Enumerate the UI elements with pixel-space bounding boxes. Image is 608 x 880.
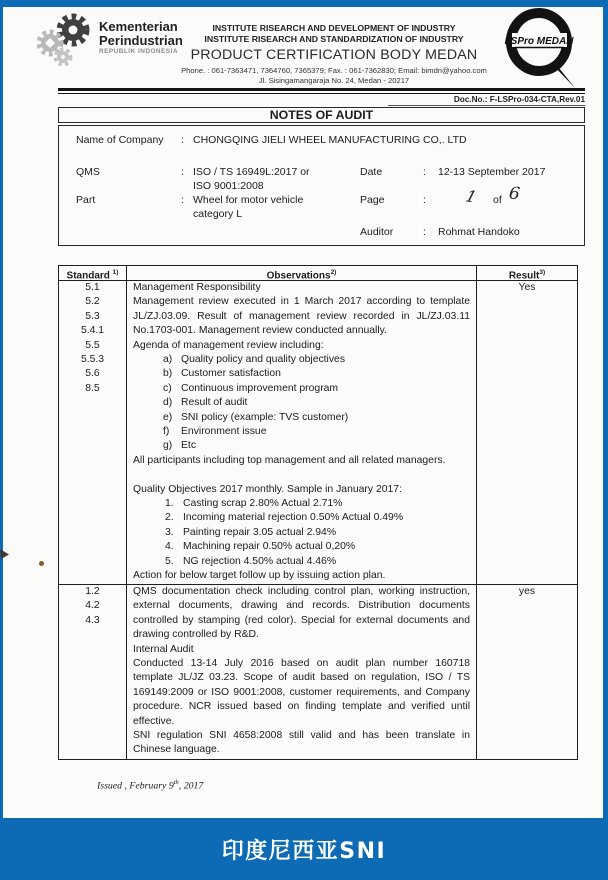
colon: : [423,226,426,238]
certification-body-name: PRODUCT CERTIFICATION BODY MEDAN [190,47,478,63]
obs-participants: All participants including top management and all related managers. [133,454,446,466]
doc-number: Doc.No.: F-LSPro-034-CTA,Rev.01 [388,95,585,106]
issued-sup: th [173,779,179,786]
page-title: NOTES OF AUDIT [58,107,585,123]
agenda-item: g) Etc [163,440,197,452]
part-value-line2: category L [193,208,243,220]
auditor-value: Rohmat Handoko [438,226,520,238]
agenda-item: d) Result of audit [163,397,248,409]
auditor-label: Auditor [360,226,394,238]
svg-text:LSPro MEDAN: LSPro MEDAN [504,36,574,47]
ministry-gears-icon [36,12,94,71]
qms-value-line1: ISO / TS 16949L:2017 or [193,166,310,178]
date-label: Date [360,166,383,178]
colon: : [181,166,184,178]
colon: : [181,194,184,206]
objective-item: 4. Machining repair 0.50% actual 0,20% [165,541,356,553]
part-label: Part [76,194,96,206]
colon: : [423,166,426,178]
date-value: 12-13 September 2017 [438,166,546,178]
agenda-item: b) Customer satisfaction [163,368,281,380]
obs-agenda-intro: Agenda of management review including: [133,339,324,351]
frame-left-bar [0,0,3,880]
obs-paragraph: SNI regulation SNI 4658:2008 still valid and has been translate in Chinese language. [133,730,470,756]
agenda-item: e) SNI policy (example: TVS customer) [163,411,349,423]
institute-line2: INSTITUTE RISEARCH AND STANDARDIZATION OF INDUSTRY [204,34,464,44]
standard-footnote-ref: 1) [112,269,119,276]
ministry-name-line2: Perindustrian [99,32,183,48]
blank-line [133,468,470,482]
qms-value-line2: ISO 9001:2008 [193,180,264,192]
standard-column-header: Standard $^{1)}$ [59,266,127,280]
page-of-word: of [493,194,502,206]
scan-artifact [39,561,44,566]
obs-paragraph: Management review executed in 1 March 2017 according to template JL/ZJ.03.09. Result of management review recorded in JL/ZJ.03.11 No.1703-001. Management review conducted annually. [133,296,470,337]
qms-label: QMS [76,166,100,178]
company-label: Name of Company [76,134,164,146]
audit-table [58,265,578,760]
table-row [59,585,577,759]
agenda-item: a) Quality policy and quality objectives [163,354,346,366]
colon: : [423,194,426,206]
agenda-item: f) Environment issue [163,426,267,438]
observations-column-header: Observations$^{2)}$ [127,266,477,280]
standards-cell: 5.1 5.2 5.3 5.4.1 5.5 5.5.3 5.6 8.5 [59,281,127,584]
obs-objectives-intro: Quality Objectives 2017 monthly. Sample in January 2017: [133,483,402,495]
frame-right-bar [603,0,608,880]
standards-cell: 1.2 4.2 4.3 [59,585,127,759]
objective-item: 3. Painting repair 3.05 actual 2.94% [165,526,337,538]
objective-item: 1. Casting scrap 2.80% Actual 2.71% [165,498,343,510]
obs-paragraph: QMS documentation check including control plan, working instruction, external documents, drawing and records. Distribution documents controlled by stamping (red color). Special for external documents and drawing controlled by R&D. [133,586,470,641]
obs-title: Management Responsibility [133,282,261,293]
address-line: Jl. Sisingamangaraja No. 24, Medan - 20217 [258,76,410,85]
scan-artifact [0,549,9,559]
banner-text: 印度尼西亚SNI [221,838,387,864]
ministry-name-line3: REPUBLIK INDONESIA [99,48,178,55]
result-footnote-ref: 3) [539,269,546,276]
obs-action: Action for below target follow up by issuing action plan. [133,570,386,582]
observations-cell [127,585,477,759]
table-header-row [59,266,577,281]
issued-date-line: Issued , February 9th, 2017 [97,779,204,792]
lspro-medan-logo-icon [503,6,581,97]
agenda-item: c) Continuous improvement program [163,382,339,394]
letterhead [148,23,520,85]
company-value: CHONGQING JIELI WHEEL MANUFACTURING CO,. LTD [193,134,467,146]
observations-footnote-ref: 2) [330,269,337,276]
page-total-handwritten: 6 [507,183,521,205]
sni-banner [0,818,608,880]
page-label: Page [360,194,385,206]
objective-item: 5. NG rejection 4.50% actual 4.46% [165,555,337,567]
result-column-header: Result$^{3)}$ [508,269,546,282]
objective-item: 2. Incoming material rejection 0.50% Actual 0.49% [165,512,404,524]
contact-line: Phone. : 061-7363471, 7364760, 7365379; Fax. : 061-7362830; Email: bimdn@yahoo.com [181,66,487,75]
result-cell: Yes [518,282,536,293]
observations-cell [127,281,477,584]
table-row [59,281,577,585]
colon: : [181,134,184,146]
result-cell: yes [518,586,536,597]
header-divider-rule [58,88,585,94]
obs-title: Internal Audit [133,643,194,655]
page-number-handwritten: 1 [463,186,479,207]
institute-line1: INSTITUTE RISEARCH AND DEVELOPMENT OF INDUSTRY [212,23,456,33]
obs-paragraph: Conducted 13-14 July 2016 based on audit plan number 160718 template JL/JZ 03.23. Scope of audit based on regulation, ISO / TS 169149:2009 or ISO 9001:2008, customer requirements, and Company procedure. NCR issued based on finding template and verified until effective. [133,658,470,727]
ministry-name-line1: Kementerian [99,19,178,34]
audit-info-box [58,125,585,246]
part-value-line1: Wheel for motor vehicle [193,194,304,206]
